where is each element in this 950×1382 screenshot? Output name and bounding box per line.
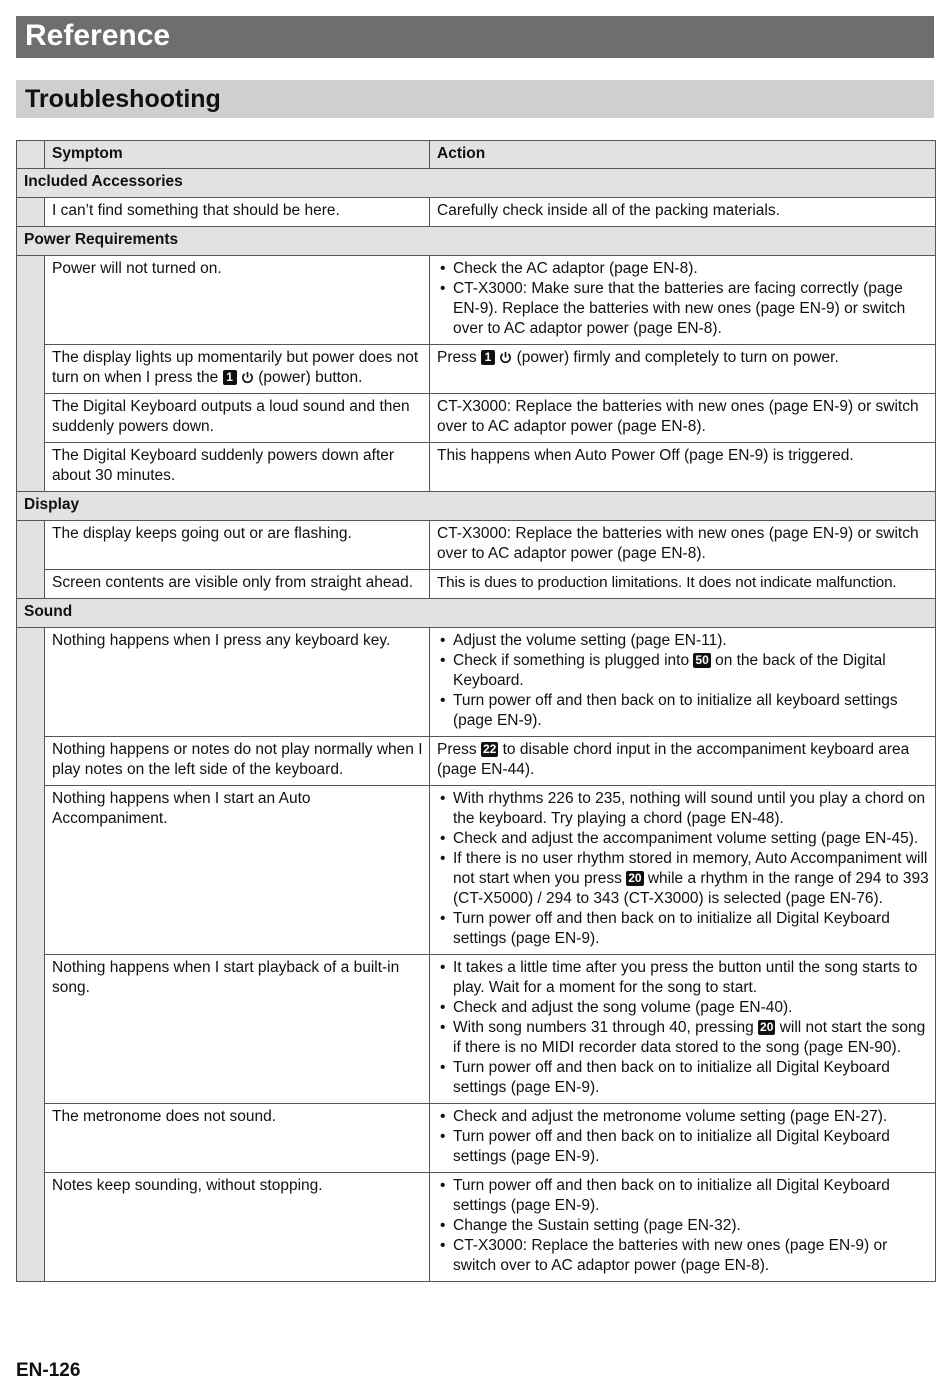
symptom-cell: Notes keep sounding, without stopping. — [45, 1173, 430, 1282]
action-item: • Check and adjust the metronome volume setting (page EN-27). — [437, 1107, 929, 1127]
category-row — [17, 492, 936, 521]
table-row — [17, 521, 936, 570]
action-item: • Turn power off and then back on to initialize all Digital Keyboard settings (page EN-9). — [437, 1127, 929, 1167]
category-row — [17, 169, 936, 198]
action-list — [437, 789, 929, 949]
action-list — [437, 1176, 929, 1276]
symptom-cell — [45, 345, 430, 394]
table-row — [17, 394, 936, 443]
action-cell — [430, 737, 936, 786]
table-row — [17, 570, 936, 599]
action-cell — [430, 256, 936, 345]
action-item: • With rhythms 226 to 235, nothing will sound until you play a chord on the keyboard. Try playing a chord (page EN-48). — [437, 789, 929, 829]
symptom-cell: Nothing happens or notes do not play normally when I play notes on the left side of the keyboard. — [45, 737, 430, 786]
symptom-cell: The metronome does not sound. — [45, 1104, 430, 1173]
table-row — [17, 1104, 936, 1173]
symptom-cell: The Digital Keyboard suddenly powers down after about 30 minutes. — [45, 443, 430, 492]
action-item — [437, 651, 929, 691]
row-gutter — [17, 256, 45, 492]
symptom-text: (power) button. — [258, 369, 363, 386]
symptom-cell: I can’t find something that should be here. — [45, 198, 430, 227]
action-cell: CT-X3000: Replace the batteries with new ones (page EN-9) or switch over to AC adaptor power (page EN-8). — [430, 394, 936, 443]
row-gutter — [17, 521, 45, 599]
action-text: while a rhythm in the range of 294 to 393 (CT-X5000) / 294 to 343 (CT-X3000) is selected (page EN-76). — [453, 870, 929, 907]
symptom-cell: The Digital Keyboard outputs a loud sound and then suddenly powers down. — [45, 394, 430, 443]
table-row — [17, 955, 936, 1104]
symptom-cell: Nothing happens when I start playback of a built-in song. — [45, 955, 430, 1104]
action-item: • Check the AC adaptor (page EN-8). — [437, 259, 929, 279]
action-list — [437, 958, 929, 1098]
category-power-requirements: Power Requirements — [17, 227, 936, 256]
action-text: Check if something is plugged into — [453, 652, 690, 669]
action-text: to disable chord input in the accompaniment keyboard area (page EN-44). — [437, 741, 910, 778]
col-header-symptom: Symptom — [45, 141, 430, 169]
troubleshooting-table — [16, 140, 936, 1282]
action-text: will not start the song if there is no MIDI recorder data stored to the song (page EN-90). — [453, 1019, 926, 1056]
row-gutter — [17, 628, 45, 1282]
page-number: EN-126 — [16, 1360, 81, 1381]
action-cell: This is dues to production limitations. It does not indicate malfunction. — [430, 570, 936, 599]
action-cell — [430, 1104, 936, 1173]
action-item: • Check and adjust the song volume (page EN-40). — [437, 998, 929, 1018]
action-list — [437, 631, 929, 731]
symptom-cell: The display keeps going out or are flashing. — [45, 521, 430, 570]
action-item: • It takes a little time after you press the button until the song starts to play. Wait for a moment for the song to start. — [437, 958, 929, 998]
table-row — [17, 1173, 936, 1282]
action-item — [437, 849, 929, 909]
category-row — [17, 599, 936, 628]
action-text: Press — [437, 349, 477, 366]
table-row — [17, 628, 936, 737]
table-row — [17, 198, 936, 227]
action-cell — [430, 1173, 936, 1282]
table-row — [17, 345, 936, 394]
section-heading: Reference — [16, 16, 934, 58]
col-header-action: Action — [430, 141, 936, 169]
key-20-icon: 20 — [628, 871, 642, 885]
table-row — [17, 786, 936, 955]
symptom-cell: Screen contents are visible only from straight ahead. — [45, 570, 430, 599]
action-text: Press — [437, 741, 477, 758]
action-item — [437, 1018, 929, 1058]
header-gutter — [17, 141, 45, 169]
key-50-icon: 50 — [695, 653, 709, 667]
symptom-cell: Nothing happens when I start an Auto Accompaniment. — [45, 786, 430, 955]
table-row — [17, 256, 936, 345]
action-cell: This happens when Auto Power Off (page EN-9) is triggered. — [430, 443, 936, 492]
action-text: on the back of the Digital Keyboard. — [453, 652, 886, 689]
key-1-icon: 1 — [481, 350, 495, 365]
action-item: • Adjust the volume setting (page EN-11). — [437, 631, 929, 651]
key-1-icon: 1 — [223, 370, 237, 385]
symptom-cell: Power will not turned on. — [45, 256, 430, 345]
action-item: • Check and adjust the accompaniment volume setting (page EN-45). — [437, 829, 929, 849]
power-icon — [499, 351, 512, 364]
action-item: • Turn power off and then back on to initialize all Digital Keyboard settings (page EN-9). — [437, 1058, 929, 1098]
action-text: With song numbers 31 through 40, pressing — [453, 1019, 754, 1036]
action-list — [437, 1107, 929, 1167]
action-item: • Turn power off and then back on to initialize all keyboard settings (page EN-9). — [437, 691, 929, 731]
category-included-accessories: Included Accessories — [17, 169, 936, 198]
key-22-icon: 22 — [482, 742, 497, 756]
power-icon — [241, 371, 254, 384]
symptom-cell: Nothing happens when I press any keyboard key. — [45, 628, 430, 737]
action-list — [437, 259, 929, 339]
action-item: • Turn power off and then back on to initialize all Digital Keyboard settings (page EN-9). — [437, 1176, 929, 1216]
symptom-text: The display lights up momentarily but power does not turn on when I press the — [52, 349, 419, 386]
category-display: Display — [17, 492, 936, 521]
action-cell: CT-X3000: Replace the batteries with new ones (page EN-9) or switch over to AC adaptor power (page EN-8). — [430, 521, 936, 570]
action-cell: Carefully check inside all of the packing materials. — [430, 198, 936, 227]
page-title: Troubleshooting — [16, 80, 934, 118]
table-row — [17, 737, 936, 786]
table-header-row — [17, 141, 936, 169]
row-gutter — [17, 198, 45, 227]
action-item: • Change the Sustain setting (page EN-32). — [437, 1216, 929, 1236]
action-cell — [430, 628, 936, 737]
action-text: If there is no user rhythm stored in memory, Auto Accompaniment will not start when you press — [453, 850, 928, 887]
action-item: • CT-X3000: Replace the batteries with new ones (page EN-9) or switch over to AC adaptor power (page EN-8). — [437, 1236, 929, 1276]
action-item: • Turn power off and then back on to initialize all Digital Keyboard settings (page EN-9). — [437, 909, 929, 949]
action-cell — [430, 345, 936, 394]
action-text: (power) firmly and completely to turn on power. — [516, 349, 839, 366]
category-sound: Sound — [17, 599, 936, 628]
action-cell — [430, 786, 936, 955]
action-item: • CT-X3000: Make sure that the batteries are facing correctly (page EN-9). Replace the batteries with new ones (page EN-9) or switch over to AC adaptor power (page EN-8). — [437, 279, 929, 339]
action-cell — [430, 955, 936, 1104]
key-20-icon: 20 — [760, 1020, 774, 1034]
table-row — [17, 443, 936, 492]
category-row — [17, 227, 936, 256]
